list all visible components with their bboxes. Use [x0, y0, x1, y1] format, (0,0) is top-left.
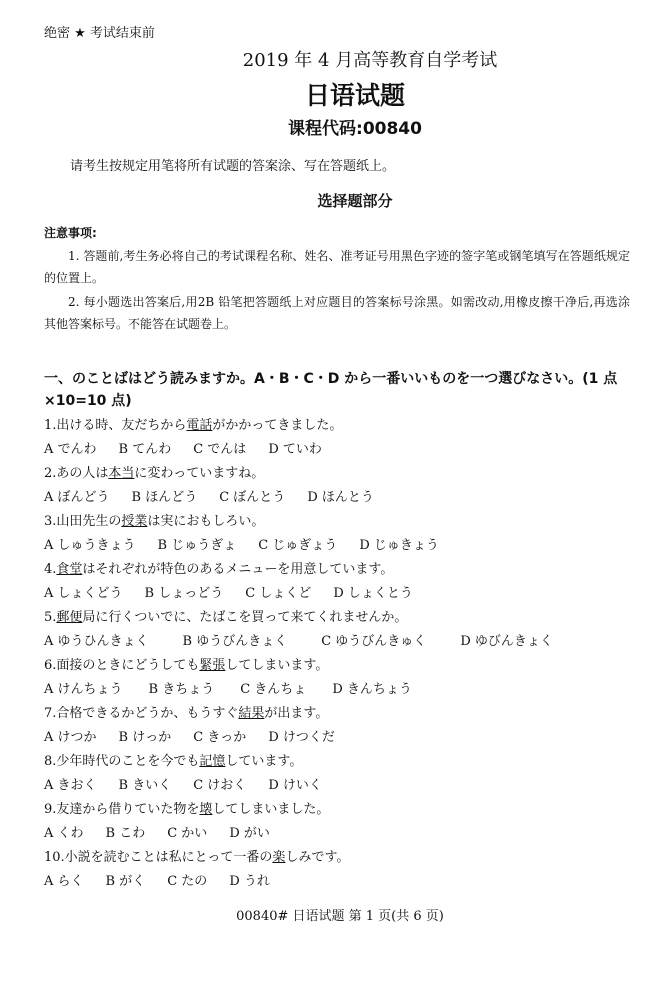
question-suffix: はそれぞれが特色のあるメニューを用意しています。: [82, 562, 394, 577]
question-suffix: は実におもしろい。: [147, 514, 265, 529]
answer-option: D ていわ: [268, 442, 322, 457]
question-options-4: [44, 582, 435, 601]
answer-option: A しゅうきょう: [44, 538, 136, 553]
question-suffix: がかかってきました。: [212, 418, 343, 433]
answer-option: B ゆうびんきょく: [182, 634, 288, 649]
answer-option: B きちょう: [148, 682, 215, 697]
answer-option: B じゅうぎょ: [157, 538, 237, 553]
answer-option: A ぼんどう: [44, 490, 110, 505]
answer-option: A しょくどう: [44, 586, 123, 601]
note-item-2: 2. 每小题选出答案后,用2B 铅笔把答题纸上对应题目的答案标号涂黑。如需改动,用橡皮擦干净后,再选涂其他答案标号。不能答在试题卷上。: [44, 295, 630, 331]
answer-option: B けっか: [118, 730, 172, 745]
question-text-3: [44, 510, 264, 529]
section-title: 选择题部分: [317, 192, 393, 210]
notes-heading: 注意事项:: [44, 226, 97, 240]
answer-option: C しょくど: [245, 586, 312, 601]
answer-option: D きんちょう: [332, 682, 412, 697]
answer-option: C じゅぎょう: [258, 538, 338, 553]
question-text-1: [44, 414, 342, 433]
question-prefix: 6.面接のときにどうしても: [44, 658, 200, 673]
question-options-10: [44, 870, 292, 889]
underlined-word: 壊: [199, 802, 213, 817]
answer-option: C ぼんとう: [219, 490, 286, 505]
answer-option: C きっか: [193, 730, 247, 745]
underlined-word: 緊張: [199, 658, 226, 673]
question-suffix: しみです。: [285, 850, 350, 865]
part1-heading: 一、のことばはどう読みますか。A・B・C・D から一番いいものを一つ選びなさい。(1 点×10=10 点): [44, 371, 618, 409]
underlined-word: 楽: [272, 850, 286, 865]
underlined-word: 授業: [121, 514, 148, 529]
question-options-9: [44, 822, 292, 841]
exam-year-title: 2019 年 4 月高等教育自学考试: [242, 50, 498, 71]
answer-option: D ゆびんきょく: [460, 634, 553, 649]
question-options-1: [44, 438, 344, 457]
underlined-word: 郵便: [56, 610, 83, 625]
question-suffix: してしまいました。: [212, 802, 330, 817]
underlined-word: 本当: [108, 466, 135, 481]
answer-option: C けおく: [193, 778, 247, 793]
confidential-label: 绝密 ★ 考试结束前: [44, 26, 155, 41]
answer-option: B こわ: [105, 826, 146, 841]
underlined-word: 結果: [238, 706, 265, 721]
question-options-6: [44, 678, 438, 697]
answer-option: D じゅきょう: [359, 538, 439, 553]
question-prefix: 7.合格できるかどうか、もうすぐ: [44, 706, 239, 721]
question-prefix: 10.小説を読むことは私にとって一番の: [44, 850, 273, 865]
answer-option: C たの: [167, 874, 208, 889]
question-text-5: [44, 606, 407, 625]
question-text-8: [44, 750, 302, 769]
question-prefix: 2.あの人は: [44, 466, 109, 481]
question-prefix: 1.出ける時、友だちから: [44, 418, 187, 433]
answer-option: B ほんどう: [131, 490, 198, 505]
question-suffix: 局に行くついでに、たばこを買って来てくれませんか。: [82, 610, 408, 625]
answer-option: A けつか: [44, 730, 97, 745]
answer-option: A らく: [44, 874, 84, 889]
question-options-3: [44, 534, 461, 553]
answer-option: D けつくだ: [268, 730, 335, 745]
answer-option: B てんわ: [118, 442, 172, 457]
answer-option: B しょっどう: [144, 586, 224, 601]
answer-option: A きおく: [44, 778, 97, 793]
question-suffix: してしまいます。: [225, 658, 329, 673]
question-text-2: [44, 462, 264, 481]
note-item-1: 1. 答题前,考生务必将自己的考试课程名称、姓名、准考证号用黑色字迹的签字笔或钢笔填写在答题纸规定的位置上。: [44, 249, 630, 285]
question-options-2: [44, 486, 396, 505]
answer-option: C でんは: [193, 442, 247, 457]
answer-option: D うれ: [229, 874, 270, 889]
answer-option: C かい: [167, 826, 208, 841]
page-footer: 00840# 日语试题 第 1 页(共 6 页): [236, 909, 444, 924]
answer-option: A くわ: [44, 826, 84, 841]
underlined-word: 食堂: [56, 562, 83, 577]
answer-option: A でんわ: [44, 442, 97, 457]
question-text-7: [44, 702, 328, 721]
question-suffix: しています。: [225, 754, 303, 769]
answer-option: D しょくとう: [333, 586, 413, 601]
answer-option: B きいく: [118, 778, 172, 793]
question-prefix: 3.山田先生の: [44, 514, 122, 529]
answer-option: A ゆうひんきょく: [44, 634, 149, 649]
question-text-6: [44, 654, 328, 673]
answer-option: D がい: [229, 826, 270, 841]
answer-option: B がく: [105, 874, 146, 889]
question-prefix: 8.少年時代のことを今でも: [44, 754, 200, 769]
question-text-10: [44, 846, 349, 865]
question-text-4: [44, 558, 393, 577]
question-options-8: [44, 774, 344, 793]
question-prefix: 9.友達から借りていた物を: [44, 802, 200, 817]
answer-option: A けんちょう: [44, 682, 123, 697]
question-prefix: 5.: [44, 610, 57, 625]
exam-subject-title: 日语试题: [304, 81, 405, 110]
underlined-word: 記憶: [199, 754, 226, 769]
answer-option: D ほんとう: [307, 490, 374, 505]
underlined-word: 電話: [186, 418, 213, 433]
question-prefix: 4.: [44, 562, 57, 577]
question-suffix: が出ます。: [264, 706, 329, 721]
question-suffix: に変わっていますね。: [134, 466, 265, 481]
question-text-9: [44, 798, 329, 817]
answer-instruction: 请考生按规定用笔将所有试题的答案涂、写在答题纸上。: [70, 159, 396, 174]
course-code: 课程代码:00840: [288, 119, 422, 139]
question-options-5: [44, 630, 587, 649]
answer-option: D けいく: [268, 778, 322, 793]
question-options-7: [44, 726, 357, 745]
answer-option: C きんちょ: [240, 682, 307, 697]
answer-option: C ゆうびんきゅく: [321, 634, 427, 649]
